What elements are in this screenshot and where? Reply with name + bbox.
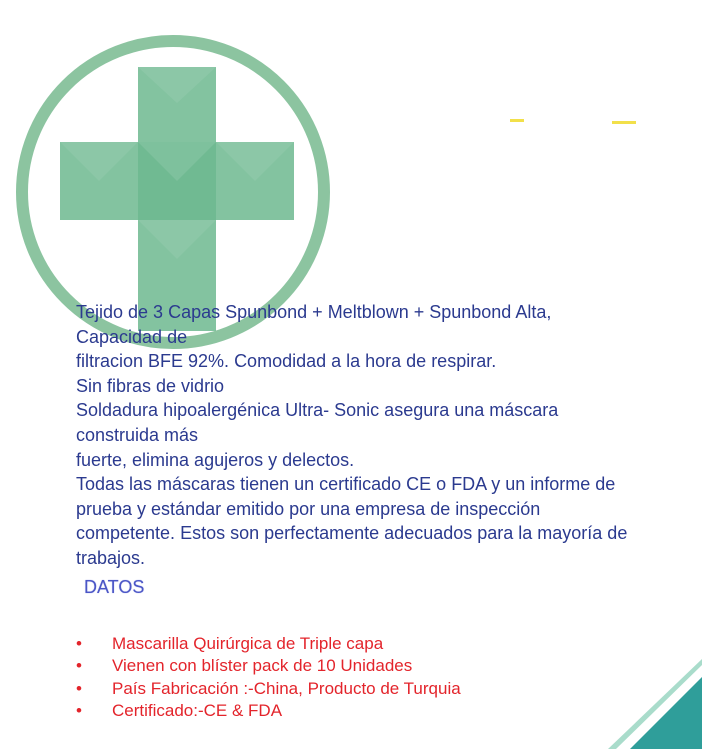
description-line: Todas las máscaras tienen un certificado CE o FDA y un informe de	[76, 474, 616, 495]
cross-icon	[60, 67, 294, 331]
list-item: • Vienen con blíster pack de 10 Unidades	[76, 655, 461, 677]
decorative-mark	[510, 119, 524, 122]
description-line: trabajos.	[76, 547, 146, 568]
description-line: Capacidad de	[76, 326, 188, 347]
description-line: construida más	[76, 424, 199, 445]
description-line: competente. Estos son perfectamente adecuados para la mayoría de	[76, 523, 628, 544]
description-text	[76, 300, 700, 571]
description-line: prueba y estándar emitido por una empresa de inspección	[76, 498, 541, 519]
description-line: Sin fibras de vidrio	[76, 375, 225, 396]
description-line: filtracion BFE 92%. Comodidad a la hora de respirar.	[76, 351, 497, 372]
description-line: fuerte, elimina agujeros y delectos.	[76, 449, 355, 470]
datos-list	[76, 633, 461, 723]
corner-stripe-teal	[630, 677, 702, 749]
datos-heading: DATOS	[84, 577, 145, 597]
description-line: Soldadura hipoalergénica Ultra- Sonic asegura una máscara	[76, 400, 559, 421]
list-item: • País Fabricación :-China, Producto de Turquia	[76, 678, 461, 700]
description-line: Tejido de 3 Capas Spunbond + Meltblown + Spunbond Alta,	[76, 302, 552, 322]
corner-decoration	[582, 649, 702, 749]
list-item: • Certificado:-CE & FDA	[76, 700, 461, 722]
list-item: • Mascarilla Quirúrgica de Triple capa	[76, 633, 461, 655]
decorative-mark	[612, 121, 636, 124]
